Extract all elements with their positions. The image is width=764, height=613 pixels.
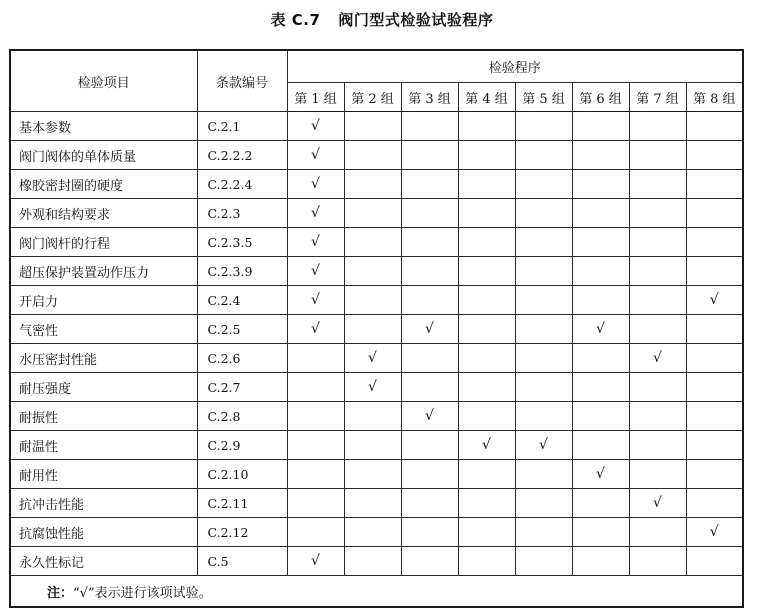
- empty-cell: [344, 286, 401, 315]
- empty-cell: [287, 518, 344, 547]
- check-mark-icon: √: [287, 170, 344, 199]
- empty-cell: [401, 460, 458, 489]
- table-row: [10, 431, 743, 460]
- empty-cell: [458, 344, 515, 373]
- empty-cell: [344, 199, 401, 228]
- empty-cell: [515, 344, 572, 373]
- empty-cell: [401, 344, 458, 373]
- inspection-item-cell: 水压密封性能: [10, 344, 197, 373]
- check-mark-icon: √: [629, 489, 686, 518]
- clause-number-cell: C.2.7: [197, 373, 287, 402]
- check-mark-icon: √: [401, 315, 458, 344]
- empty-cell: [401, 257, 458, 286]
- clause-number-cell: C.2.11: [197, 489, 287, 518]
- table-row: [10, 112, 743, 141]
- empty-cell: [572, 431, 629, 460]
- empty-cell: [515, 402, 572, 431]
- check-mark-icon: √: [287, 257, 344, 286]
- empty-cell: [401, 547, 458, 576]
- clause-number-cell: C.5: [197, 547, 287, 576]
- empty-cell: [515, 257, 572, 286]
- inspection-item-cell: 永久性标记: [10, 547, 197, 576]
- table-row: [10, 199, 743, 228]
- empty-cell: [401, 228, 458, 257]
- inspection-item-cell: 超压保护装置动作压力: [10, 257, 197, 286]
- empty-cell: [572, 257, 629, 286]
- table-row: [10, 489, 743, 518]
- inspection-item-cell: 耐温性: [10, 431, 197, 460]
- table-row: [10, 547, 743, 576]
- table-row: [10, 257, 743, 286]
- empty-cell: [515, 228, 572, 257]
- empty-cell: [572, 199, 629, 228]
- header-inspection-procedure: 检验程序: [287, 50, 743, 83]
- table-row: [10, 170, 743, 199]
- inspection-item-cell: 耐压强度: [10, 373, 197, 402]
- check-mark-icon: √: [287, 547, 344, 576]
- table-note: [10, 576, 743, 608]
- header-group-4: 第 4 组: [458, 83, 515, 112]
- table-row: [10, 344, 743, 373]
- empty-cell: [686, 344, 743, 373]
- empty-cell: [572, 170, 629, 199]
- empty-cell: [344, 547, 401, 576]
- empty-cell: [515, 199, 572, 228]
- empty-cell: [572, 286, 629, 315]
- empty-cell: [629, 315, 686, 344]
- table-row: [10, 315, 743, 344]
- empty-cell: [344, 257, 401, 286]
- empty-cell: [344, 170, 401, 199]
- clause-number-cell: C.2.3: [197, 199, 287, 228]
- empty-cell: [572, 518, 629, 547]
- clause-number-cell: C.2.2.2: [197, 141, 287, 170]
- inspection-item-cell: 外观和结构要求: [10, 199, 197, 228]
- clause-number-cell: C.2.3.5: [197, 228, 287, 257]
- empty-cell: [629, 141, 686, 170]
- header-inspection-item: 检验项目: [10, 50, 197, 112]
- empty-cell: [686, 141, 743, 170]
- clause-number-cell: C.2.12: [197, 518, 287, 547]
- empty-cell: [515, 547, 572, 576]
- check-mark-icon: √: [287, 286, 344, 315]
- inspection-item-cell: 阀门阀体的单体质量: [10, 141, 197, 170]
- empty-cell: [344, 402, 401, 431]
- empty-cell: [515, 141, 572, 170]
- inspection-item-cell: 阀门阀杆的行程: [10, 228, 197, 257]
- empty-cell: [458, 112, 515, 141]
- empty-cell: [572, 344, 629, 373]
- clause-number-cell: C.2.5: [197, 315, 287, 344]
- empty-cell: [458, 199, 515, 228]
- table-row: [10, 286, 743, 315]
- check-mark-icon: √: [287, 228, 344, 257]
- empty-cell: [344, 315, 401, 344]
- empty-cell: [686, 489, 743, 518]
- check-mark-icon: √: [287, 199, 344, 228]
- check-mark-icon: √: [287, 315, 344, 344]
- inspection-item-cell: 橡胶密封圈的硬度: [10, 170, 197, 199]
- empty-cell: [629, 460, 686, 489]
- clause-number-cell: C.2.10: [197, 460, 287, 489]
- empty-cell: [629, 228, 686, 257]
- empty-cell: [572, 228, 629, 257]
- empty-cell: [458, 547, 515, 576]
- header-group-5: 第 5 组: [515, 83, 572, 112]
- empty-cell: [458, 141, 515, 170]
- empty-cell: [686, 547, 743, 576]
- empty-cell: [515, 286, 572, 315]
- check-mark-icon: √: [401, 402, 458, 431]
- header-group-8: 第 8 组: [686, 83, 743, 112]
- clause-number-cell: C.2.4: [197, 286, 287, 315]
- empty-cell: [572, 402, 629, 431]
- empty-cell: [458, 460, 515, 489]
- empty-cell: [572, 141, 629, 170]
- empty-cell: [401, 373, 458, 402]
- table-title: 阀门型式检验试验程序: [338, 11, 494, 29]
- clause-number-cell: C.2.8: [197, 402, 287, 431]
- empty-cell: [401, 170, 458, 199]
- empty-cell: [287, 460, 344, 489]
- empty-cell: [686, 199, 743, 228]
- empty-cell: [515, 489, 572, 518]
- check-mark-icon: √: [629, 344, 686, 373]
- table-row: [10, 518, 743, 547]
- empty-cell: [572, 112, 629, 141]
- empty-cell: [629, 286, 686, 315]
- empty-cell: [629, 431, 686, 460]
- empty-cell: [629, 170, 686, 199]
- empty-cell: [344, 112, 401, 141]
- inspection-item-cell: 耐用性: [10, 460, 197, 489]
- table-row: [10, 460, 743, 489]
- header-group-7: 第 7 组: [629, 83, 686, 112]
- check-mark-icon: √: [515, 431, 572, 460]
- empty-cell: [515, 373, 572, 402]
- empty-cell: [458, 257, 515, 286]
- check-mark-icon: √: [458, 431, 515, 460]
- empty-cell: [287, 431, 344, 460]
- empty-cell: [458, 518, 515, 547]
- empty-cell: [287, 373, 344, 402]
- clause-number-cell: C.2.6: [197, 344, 287, 373]
- check-mark-icon: √: [287, 141, 344, 170]
- empty-cell: [686, 373, 743, 402]
- empty-cell: [401, 141, 458, 170]
- empty-cell: [458, 228, 515, 257]
- clause-number-cell: C.2.9: [197, 431, 287, 460]
- inspection-procedure-table: [9, 49, 744, 608]
- empty-cell: [515, 112, 572, 141]
- table-row: [10, 373, 743, 402]
- empty-cell: [686, 402, 743, 431]
- empty-cell: [629, 402, 686, 431]
- empty-cell: [344, 489, 401, 518]
- clause-number-cell: C.2.2.4: [197, 170, 287, 199]
- empty-cell: [401, 112, 458, 141]
- empty-cell: [515, 460, 572, 489]
- table-row: [10, 402, 743, 431]
- empty-cell: [686, 315, 743, 344]
- empty-cell: [515, 518, 572, 547]
- empty-cell: [629, 518, 686, 547]
- empty-cell: [629, 373, 686, 402]
- clause-number-cell: C.2.3.9: [197, 257, 287, 286]
- empty-cell: [401, 518, 458, 547]
- inspection-item-cell: 耐振性: [10, 402, 197, 431]
- table-row: [10, 228, 743, 257]
- empty-cell: [686, 112, 743, 141]
- header-group-2: 第 2 组: [344, 83, 401, 112]
- empty-cell: [344, 518, 401, 547]
- clause-number-cell: C.2.1: [197, 112, 287, 141]
- empty-cell: [287, 489, 344, 518]
- empty-cell: [458, 170, 515, 199]
- header-clause-number: 条款编号: [197, 50, 287, 112]
- empty-cell: [344, 431, 401, 460]
- check-mark-icon: √: [344, 373, 401, 402]
- check-mark-icon: √: [344, 344, 401, 373]
- empty-cell: [401, 489, 458, 518]
- inspection-item-cell: 开启力: [10, 286, 197, 315]
- empty-cell: [287, 402, 344, 431]
- inspection-item-cell: 气密性: [10, 315, 197, 344]
- empty-cell: [458, 402, 515, 431]
- empty-cell: [344, 228, 401, 257]
- empty-cell: [572, 547, 629, 576]
- table-number: 表 C.7: [270, 11, 321, 29]
- note-text: “√”表示进行该项试验。: [73, 585, 212, 601]
- header-group-1: 第 1 组: [287, 83, 344, 112]
- empty-cell: [629, 112, 686, 141]
- empty-cell: [629, 257, 686, 286]
- empty-cell: [287, 344, 344, 373]
- note-label: 注：: [47, 585, 74, 601]
- empty-cell: [686, 460, 743, 489]
- empty-cell: [344, 460, 401, 489]
- empty-cell: [686, 257, 743, 286]
- empty-cell: [686, 228, 743, 257]
- header-group-6: 第 6 组: [572, 83, 629, 112]
- inspection-item-cell: 抗腐蚀性能: [10, 518, 197, 547]
- empty-cell: [572, 373, 629, 402]
- inspection-item-cell: 基本参数: [10, 112, 197, 141]
- empty-cell: [686, 431, 743, 460]
- empty-cell: [572, 489, 629, 518]
- empty-cell: [458, 315, 515, 344]
- empty-cell: [515, 315, 572, 344]
- empty-cell: [458, 489, 515, 518]
- empty-cell: [401, 286, 458, 315]
- check-mark-icon: √: [572, 460, 629, 489]
- table-row: [10, 141, 743, 170]
- empty-cell: [515, 170, 572, 199]
- empty-cell: [344, 141, 401, 170]
- check-mark-icon: √: [686, 286, 743, 315]
- empty-cell: [458, 373, 515, 402]
- table-caption: [0, 9, 764, 30]
- empty-cell: [458, 286, 515, 315]
- empty-cell: [401, 199, 458, 228]
- check-mark-icon: √: [287, 112, 344, 141]
- header-group-3: 第 3 组: [401, 83, 458, 112]
- check-mark-icon: √: [572, 315, 629, 344]
- empty-cell: [686, 170, 743, 199]
- empty-cell: [629, 547, 686, 576]
- inspection-item-cell: 抗冲击性能: [10, 489, 197, 518]
- empty-cell: [629, 199, 686, 228]
- empty-cell: [401, 431, 458, 460]
- check-mark-icon: √: [686, 518, 743, 547]
